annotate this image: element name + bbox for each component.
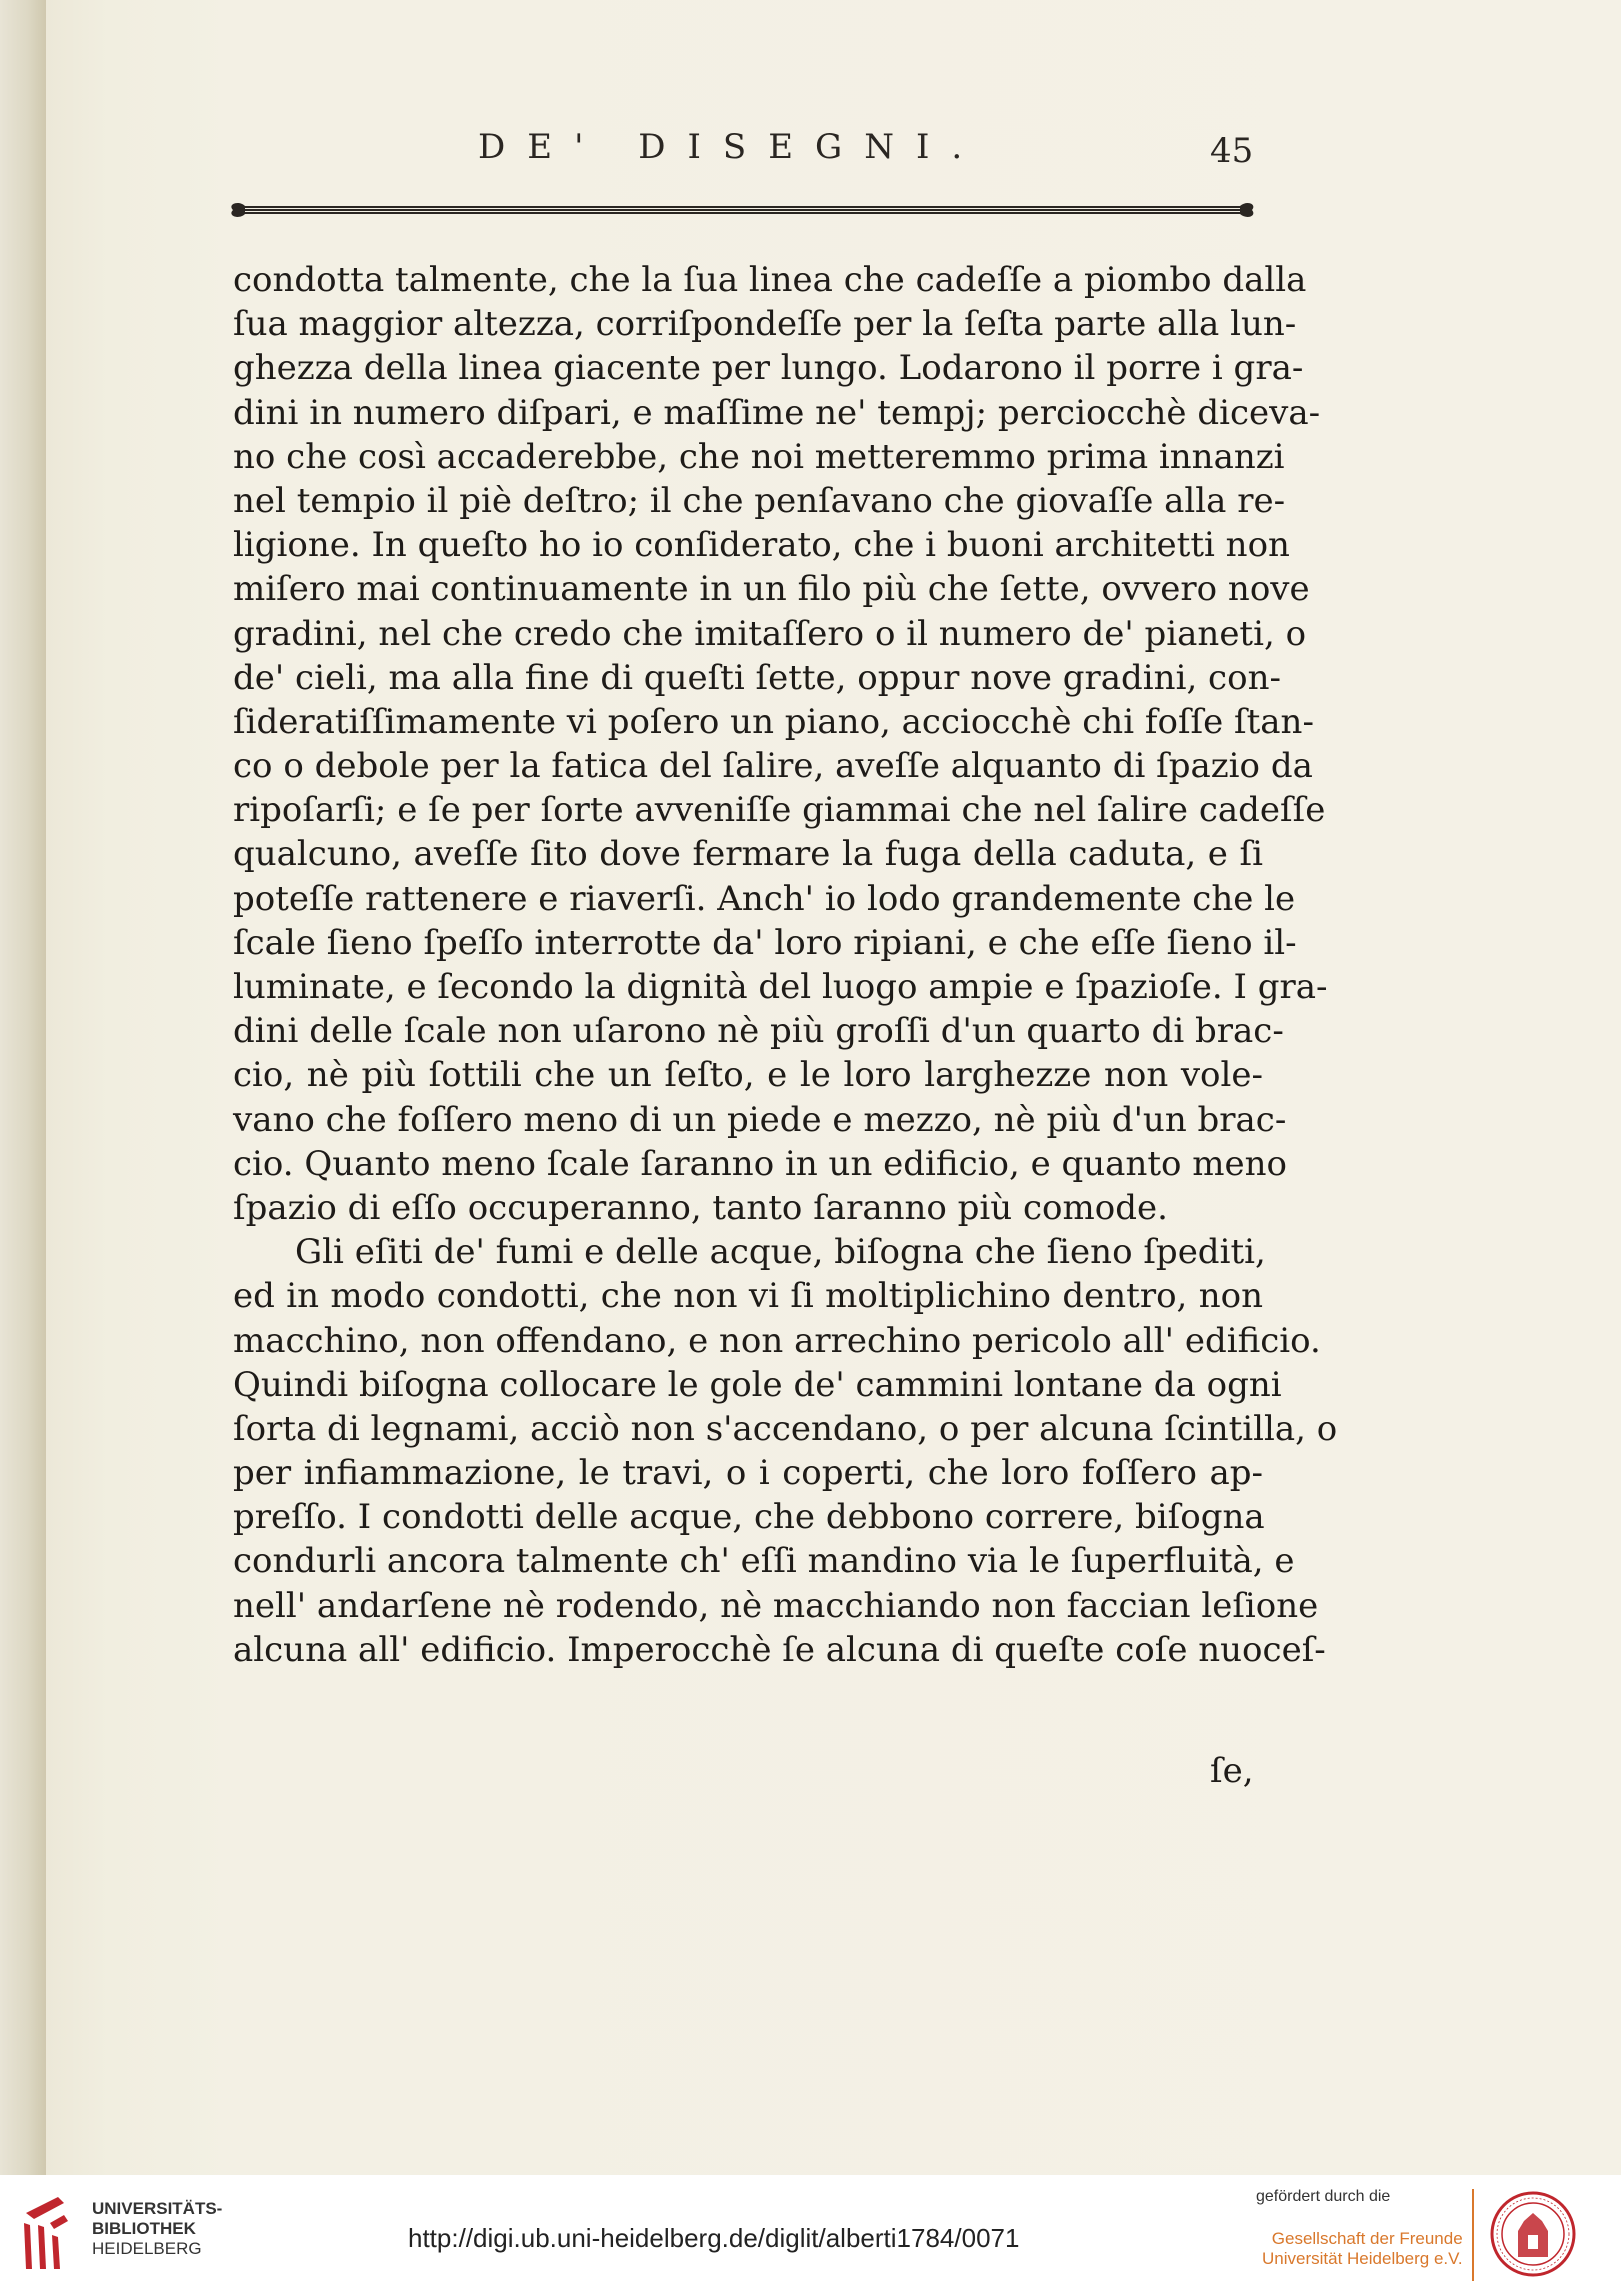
footer-bar bbox=[0, 2175, 1621, 2291]
text-line: vano che foſſero meno di un piede e mezzo, nè più d'un brac- bbox=[233, 1099, 1287, 1140]
text-line: gradini, nel che credo che imitaſſero o il numero de' pianeti, o bbox=[233, 613, 1307, 654]
text-line: nel tempio il piè deſtro; il che penſavano che giovaſſe alla re- bbox=[233, 480, 1286, 521]
ornamental-rule bbox=[225, 196, 1260, 224]
text-line: preſſo. I condotti delle acque, che debbono correre, biſogna bbox=[233, 1497, 1265, 1538]
text-line: cio. Quanto meno ſcale ſaranno in un edificio, e quanto meno bbox=[233, 1143, 1288, 1184]
catchword: ſe, bbox=[1210, 1751, 1254, 1791]
text-line: ſorta di legnami, acciò non s'accendano, o per alcuna ſcintilla, o bbox=[233, 1408, 1338, 1449]
text-line: ligione. In queſto ho io conſiderato, che i buoni architetti non bbox=[233, 525, 1290, 566]
library-name bbox=[92, 2199, 222, 2259]
text-line: ſua maggior altezza, corriſpondeſſe per la ſeſta parte alla lun- bbox=[233, 304, 1297, 345]
text-line: ſcale ſieno ſpeſſo interrotte da' loro ripiani, e che eſſe ſieno il- bbox=[233, 922, 1297, 963]
text-line: ſpazio di eſſo occuperanno, tanto ſaranno più comode. bbox=[233, 1187, 1168, 1228]
text-line: qualcuno, aveſſe ſito dove fermare la fuga della caduta, e ſi bbox=[233, 834, 1263, 875]
text-line: per infiammazione, le travi, o i coperti, che loro foſſero ap- bbox=[233, 1453, 1263, 1494]
footer-divider bbox=[1472, 2189, 1474, 2281]
text-line: Gli eſiti de' fumi e delle acque, biſogna che ſieno ſpediti, bbox=[295, 1232, 1266, 1273]
text-line: Quindi biſogna collocare le gole de' cammini lontane da ogni bbox=[233, 1364, 1282, 1405]
text-line: condotta talmente, che la ſua linea che cadeſſe a piombo dalla bbox=[233, 260, 1307, 300]
text-line: dini in numero diſpari, e maſſime ne' tempj; perciocchè diceva- bbox=[233, 392, 1321, 433]
text-line: ed in modo condotti, che non vi ſi moltiplichino dentro, non bbox=[233, 1276, 1263, 1317]
sponsor-name-line2: Universität Heidelberg e.V. bbox=[1262, 2249, 1463, 2268]
sponsor-name bbox=[1262, 2229, 1463, 2269]
text-line: cio, nè più ſottili che un ſeſto, e le loro larghezze non vole- bbox=[233, 1055, 1263, 1096]
text-line: dini delle ſcale non uſarono nè più groſſi d'un quarto di brac- bbox=[233, 1011, 1284, 1052]
text-line: de' cieli, ma alla fine di queſti ſette, oppur nove gradini, con- bbox=[233, 657, 1281, 698]
text-line: ſideratiſſimamente vi poſero un piano, acciocchè chi foſſe ſtan- bbox=[233, 701, 1314, 742]
library-name-line1: UNIVERSITÄTS- bbox=[92, 2199, 223, 2218]
text-line: condurli ancora talmente ch' eſſi mandino via le ſuperfluità, e bbox=[233, 1541, 1295, 1582]
scan-left-edge bbox=[0, 0, 46, 2175]
university-library-logo bbox=[20, 2193, 84, 2273]
text-line: nell' andarſene nè rodendo, nè macchiando non faccian leſione bbox=[233, 1585, 1319, 1626]
text-line: poteſſe rattenere e riaverſi. Anch' io lodo grandemente che le bbox=[233, 878, 1296, 919]
page-number: 45 bbox=[1210, 131, 1254, 171]
text-line: co o debole per la fatica del ſalire, aveſſe alquanto di ſpazio da bbox=[233, 746, 1313, 787]
text-line: ghezza della linea giacente per lungo. Lodarono il porre i gra- bbox=[233, 348, 1304, 389]
text-line: no che così accaderebbe, che noi metteremmo prima innanzi bbox=[233, 436, 1285, 477]
sponsor-label: gefördert durch die bbox=[1256, 2188, 1391, 2205]
text-line: ripoſarſi; e ſe per ſorte avveniſſe giammai che nel ſalire cadeſſe bbox=[233, 790, 1326, 831]
text-line: luminate, e ſecondo la dignità del luogo ampie e ſpazioſe. I gra- bbox=[233, 967, 1328, 1007]
running-title: DE' DISEGNI. bbox=[478, 127, 985, 167]
text-line: macchino, non offendano, e non arrechino pericolo all' edificio. bbox=[233, 1320, 1321, 1361]
library-name-line2: BIBLIOTHEK bbox=[92, 2219, 196, 2238]
body-text bbox=[233, 258, 1338, 1672]
university-seal-icon bbox=[1490, 2191, 1576, 2277]
text-line: miſero mai continuamente in un filo più che ſette, ovvero nove bbox=[233, 569, 1310, 610]
text-line: alcuna all' edificio. Imperocchè ſe alcuna di queſte coſe nuoceſ- bbox=[233, 1629, 1326, 1670]
page-header bbox=[0, 115, 1621, 175]
library-name-line3: HEIDELBERG bbox=[92, 2239, 202, 2258]
permalink-url[interactable]: http://digi.ub.uni-heidelberg.de/diglit/alberti1784/0071 bbox=[408, 2223, 1020, 2253]
sponsor-name-line1: Gesellschaft der Freunde bbox=[1271, 2229, 1463, 2248]
